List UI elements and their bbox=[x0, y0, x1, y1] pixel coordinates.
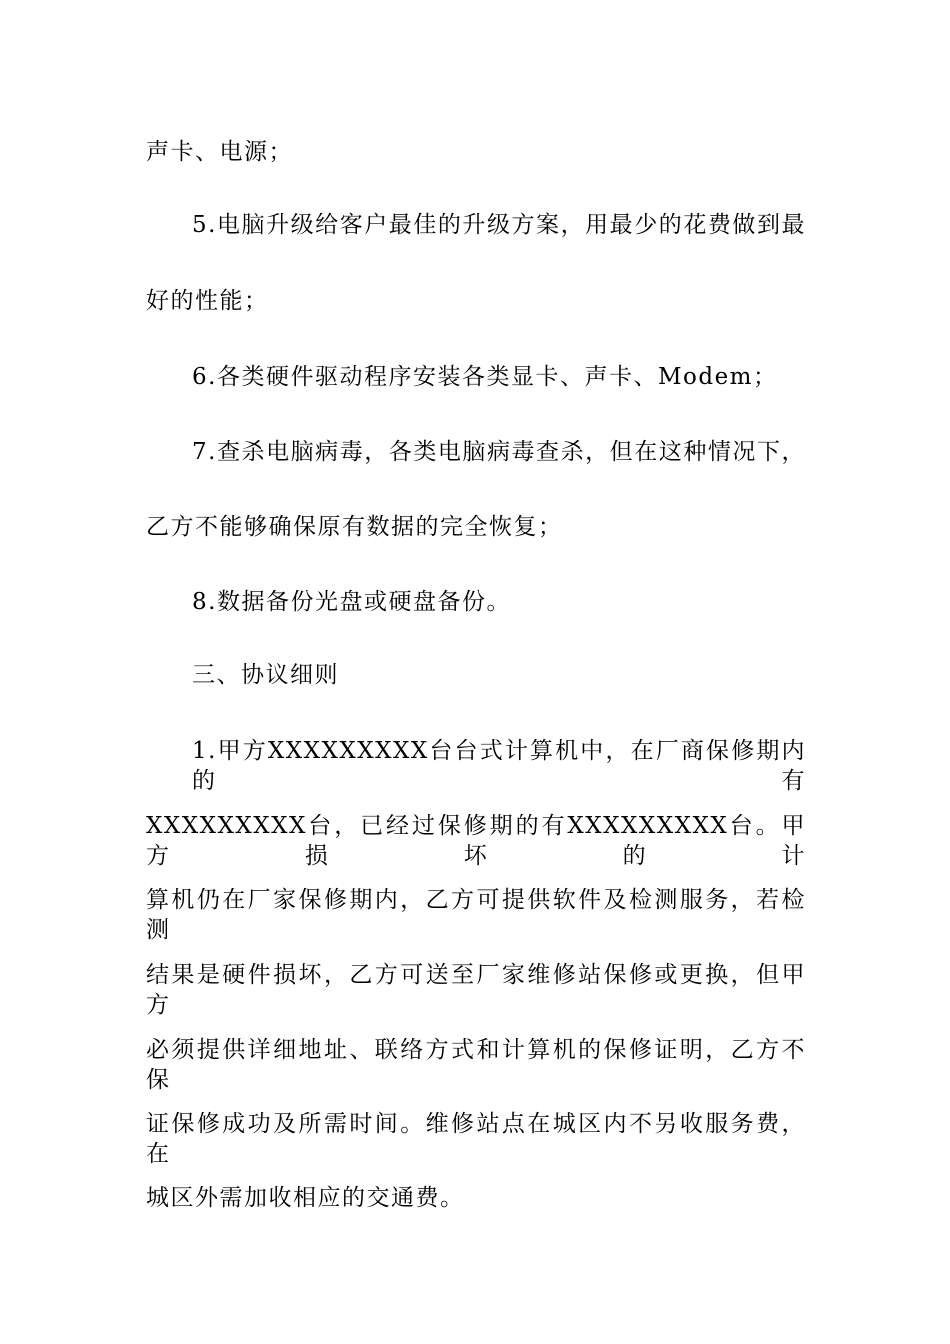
text-line-13: 必须提供详细地址、联络方式和计算机的保修证明，乙方不保 bbox=[146, 1037, 806, 1093]
text-line-10: XXXXXXXXX台，已经过保修期的有XXXXXXXXX台。甲方损坏的计 bbox=[146, 813, 806, 869]
text-line-9: 1.甲方XXXXXXXXX台台式计算机中，在厂商保修期内的有 bbox=[192, 738, 806, 794]
text-line-7: 8.数据备份光盘或硬盘备份。 bbox=[192, 589, 511, 615]
text-line-4: 6.各类硬件驱动程序安装各类显卡、声卡、Modem； bbox=[192, 364, 778, 390]
text-line-12: 结果是硬件损坏，乙方可送至厂家维修站保修或更换，但甲方 bbox=[146, 962, 806, 1018]
text-line-3: 好的性能； bbox=[146, 288, 269, 314]
text-line-15: 城区外需加收相应的交通费。 bbox=[146, 1185, 465, 1211]
section-heading: 三、协议细则 bbox=[192, 662, 339, 688]
text-line-2: 5.电脑升级给客户最佳的升级方案，用最少的花费做到最 bbox=[192, 212, 806, 238]
text-line-14: 证保修成功及所需时间。维修站点在城区内不另收服务费，在 bbox=[146, 1111, 806, 1167]
text-line-11: 算机仍在厂家保修期内，乙方可提供软件及检测服务，若检测 bbox=[146, 887, 806, 943]
text-line-6: 乙方不能够确保原有数据的完全恢复； bbox=[146, 514, 563, 540]
text-line-5: 7.查杀电脑病毒，各类电脑病毒查杀，但在这种情况下， bbox=[192, 439, 806, 465]
text-line-1: 声卡、电源； bbox=[146, 139, 293, 165]
